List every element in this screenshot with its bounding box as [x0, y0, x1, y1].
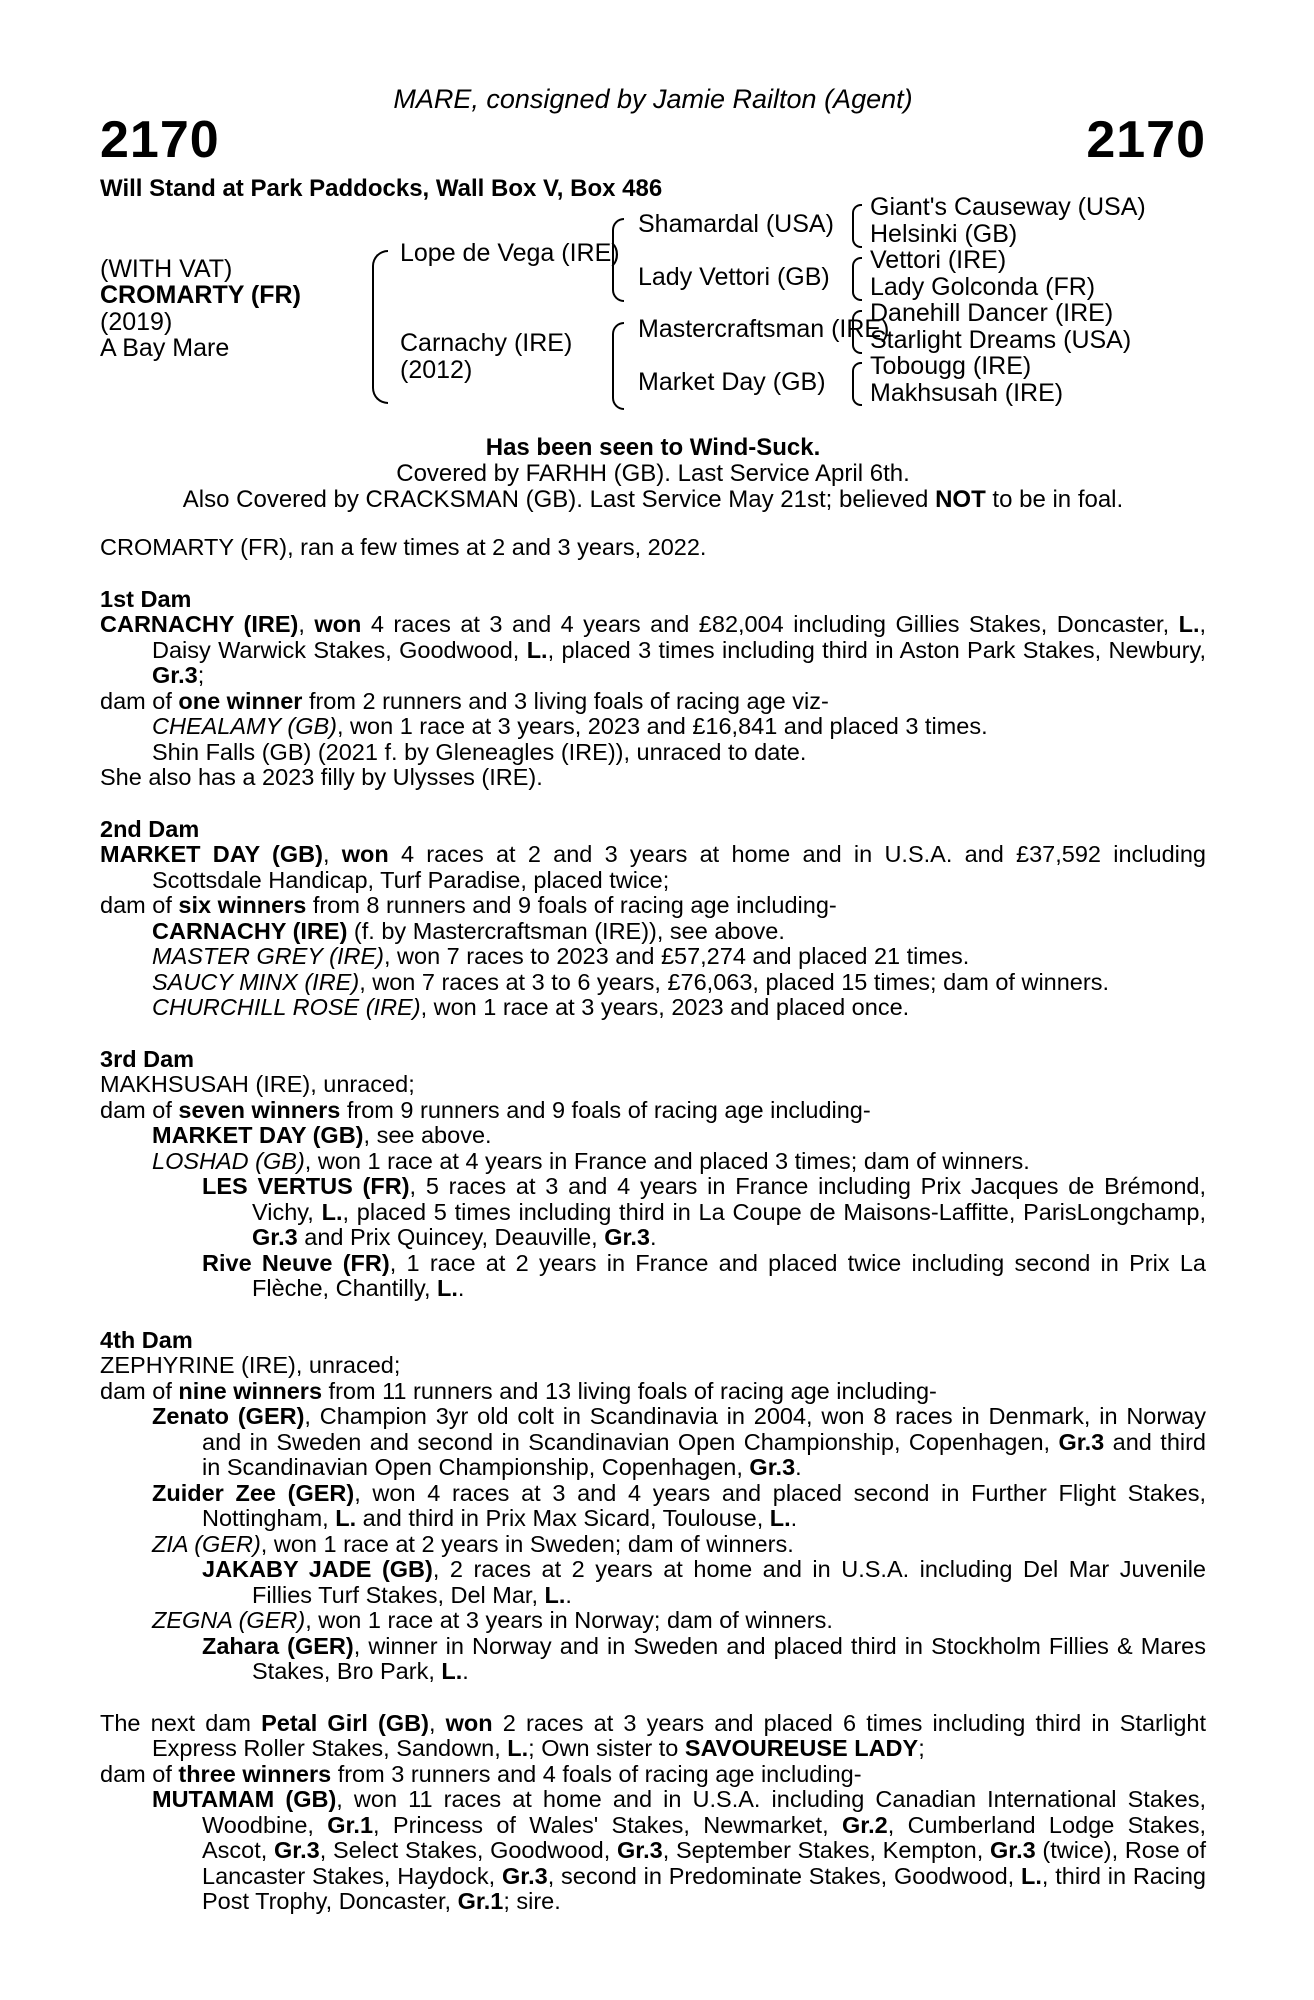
bracket-dd — [852, 362, 862, 406]
first-dam-also: She also has a 2023 filly by Ulysses (IRE). — [100, 764, 543, 790]
next-dam-produce: dam of three winners from 3 runners and 4 foals of racing age including- — [100, 1760, 862, 1787]
second-dam-foal-4: CHURCHILL ROSE (IRE), won 1 race at 3 years, 2023 and placed once. — [152, 994, 910, 1020]
fourth-dam-grandfoal-2: Zahara (GER), winner in Norway and in Sweden and placed third in Stockholm Fillies & Mares Stakes, Bro Park, L.. — [202, 1632, 1207, 1684]
second-dam-record: MARKET DAY (GB), won 4 races at 2 and 3 years at home and in U.S.A. and £37,592 including Scottsdale Handicap, Turf Paradise, placed twice; — [100, 841, 1206, 893]
second-dam-produce: dam of six winners from 8 runners and 9 foals of racing age including- — [100, 892, 837, 918]
lot-number-left: 2170 — [100, 111, 220, 169]
fourth-dam-name: ZEPHYRINE (IRE), unraced; — [100, 1352, 401, 1378]
third-dam-foal-1: MARKET DAY (GB), see above. — [152, 1122, 492, 1148]
sire-name: Lope de Vega (IRE) — [400, 239, 620, 267]
covered-note: Covered by FARHH (GB). Last Service April 6th. — [396, 460, 910, 487]
fourth-dam-foal-2: Zuider Zee (GER), won 4 races at 3 and 4 years and placed second in Further Flight Stakes, Nottingham, L. and third in Prix Max Sicard, Toulouse, L.. — [152, 1479, 1206, 1531]
pedigree-bracket-sire — [612, 218, 624, 302]
consignor-line: MARE, consigned by Jamie Railton (Agent) — [393, 84, 913, 114]
intro-line: CROMARTY (FR), ran a few times at 2 and 3 years, 2022. — [100, 534, 707, 560]
horse-year: (2019) — [100, 308, 173, 336]
first-dam-record: CARNACHY (IRE), won 4 races at 3 and 4 years and £82,004 including Gillies Stakes, Doncaster, L., Daisy Warwick Stakes, Goodwood, L., placed 3 times including third in Aston Park Stakes, Newbury, Gr.3; — [100, 611, 1207, 688]
first-dam-foal-1: CHEALAMY (GB), won 1 race at 3 years, 2023 and £16,841 and placed 3 times. — [152, 713, 988, 739]
dam-dam-sire: Tobougg (IRE) — [870, 352, 1032, 380]
horse-name: CROMARTY (FR) — [100, 281, 301, 309]
pedigree-bracket-dam — [612, 322, 624, 410]
first-dam-foal-2: Shin Falls (GB) (2021 f. by Gleneagles (IRE)), unraced to date. — [152, 738, 807, 765]
third-dam-produce: dam of seven winners from 9 runners and 9 foals of racing age including- — [100, 1096, 871, 1123]
second-dam-foal-2: MASTER GREY (IRE), won 7 races to 2023 and £57,274 and placed 21 times. — [152, 943, 970, 969]
second-dam-foal-1: CARNACHY (IRE) (f. by Mastercraftsman (IRE)), see above. — [152, 917, 785, 944]
sire-sire-dam: Helsinki (GB) — [870, 220, 1018, 248]
next-dam-record: The next dam Petal Girl (GB), won 2 races at 3 years and placed 6 times including third in Starlight Express Roller Stakes, Sandown, L.; Own sister to SAVOUREUSE LADY; — [100, 1709, 1206, 1761]
dam-dam: Market Day (GB) — [638, 368, 826, 396]
dam-year: (2012) — [400, 356, 473, 384]
fourth-dam-foal-3: ZIA (GER), won 1 race at 2 years in Sweden; dam of winners. — [152, 1530, 794, 1557]
second-dam-foal-3: SAUCY MINX (IRE), won 7 races at 3 to 6 years, £76,063, placed 15 times; dam of winners. — [152, 968, 1109, 995]
windsuck-note: Has been seen to Wind-Suck. — [485, 434, 821, 461]
second-dam-heading: 2nd Dam — [100, 815, 200, 842]
catalogue-body — [100, 535, 1206, 1915]
horse-description: A Bay Mare — [100, 334, 230, 362]
fourth-dam-grandfoal-1: JAKABY JADE (GB), 2 races at 2 years at home and in U.S.A. including Del Mar Juvenile Fillies Turf Stakes, Del Mar, L.. — [202, 1556, 1206, 1608]
bracket-ds — [852, 310, 862, 354]
third-dam-grandfoal-1: LES VERTUS (FR), 5 races at 3 and 4 years in France including Prix Jacques de Brémond, Vichy, L., placed 5 times including third in La Coupe de Maisons-Laffitte, ParisLongchamp, Gr.3 and Prix Quincey, Deauville, Gr.3. — [202, 1173, 1207, 1250]
stand-location: Will Stand at Park Paddocks, Wall Box V, Box 486 — [100, 175, 663, 202]
bracket-sd — [852, 257, 862, 301]
dam-dam-dam: Makhsusah (IRE) — [870, 379, 1064, 407]
pedigree-bracket-main — [372, 250, 388, 404]
dam-name: Carnachy (IRE) — [400, 329, 573, 357]
lot-number-right: 2170 — [1086, 111, 1206, 169]
third-dam-grandfoal-2: Rive Neuve (FR), 1 race at 2 years in France and placed twice including second in Prix La Flèche, Chantilly, L.. — [202, 1249, 1206, 1301]
third-dam-foal-2: LOSHAD (GB), won 1 race at 4 years in France and placed 3 times; dam of winners. — [152, 1147, 1030, 1174]
sire-dam-sire: Vettori (IRE) — [870, 246, 1007, 274]
fourth-dam-foal-1: Zenato (GER), Champion 3yr old colt in Scandinavia in 2004, won 8 races in Denmark, in Norway and in Sweden and second in Scandinavian Open Championship, Copenhagen, Gr.3 and third in Scandinavian Open Championship, Copenhagen, Gr.3. — [152, 1403, 1207, 1480]
next-dam-foal-1: MUTAMAM (GB), won 11 races at home and in U.S.A. including Canadian International Stakes, Woodbine, Gr.1, Princess of Wales' Stakes, Newmarket, Gr.2, Cumberland Lodge Stakes, Ascot, Gr.3, Select Stakes, Goodwood, Gr.3, September Stakes, Kempton, Gr.3 (twice), Rose of Lancaster Stakes, Haydock, Gr.3, second in Predominate Stakes, Goodwood, L., third in Racing Post Trophy, Doncaster, Gr.1; sire. — [152, 1786, 1206, 1914]
sire-dam-dam: Lady Golconda (FR) — [870, 273, 1096, 301]
first-dam-produce: dam of one winner from 2 runners and 3 living foals of racing age viz- — [100, 687, 829, 714]
fourth-dam-produce: dam of nine winners from 11 runners and 13 living foals of racing age including- — [100, 1377, 937, 1404]
sire-dam: Lady Vettori (GB) — [638, 263, 830, 291]
third-dam-name: MAKHSUSAH (IRE), unraced; — [100, 1071, 415, 1097]
dam-sire-sire: Danehill Dancer (IRE) — [870, 299, 1114, 327]
pedigree-table — [100, 193, 1314, 430]
sire-sire: Shamardal (USA) — [638, 210, 834, 238]
bracket-ss — [852, 204, 862, 248]
fourth-dam-foal-4: ZEGNA (GER), won 1 race at 3 years in Norway; dam of winners. — [152, 1607, 833, 1633]
dam-sire: Mastercraftsman (IRE) — [638, 315, 890, 343]
also-covered-note: Also Covered by CRACKSMAN (GB). Last Service May 21st; believed NOT to be in foal. — [182, 486, 1124, 513]
first-dam-heading: 1st Dam — [100, 585, 192, 612]
sire-sire-sire: Giant's Causeway (USA) — [870, 193, 1146, 221]
third-dam-heading: 3rd Dam — [100, 1045, 195, 1072]
dam-sire-dam: Starlight Dreams (USA) — [870, 326, 1132, 354]
vat-note: (WITH VAT) — [100, 255, 233, 283]
fourth-dam-heading: 4th Dam — [100, 1326, 193, 1353]
